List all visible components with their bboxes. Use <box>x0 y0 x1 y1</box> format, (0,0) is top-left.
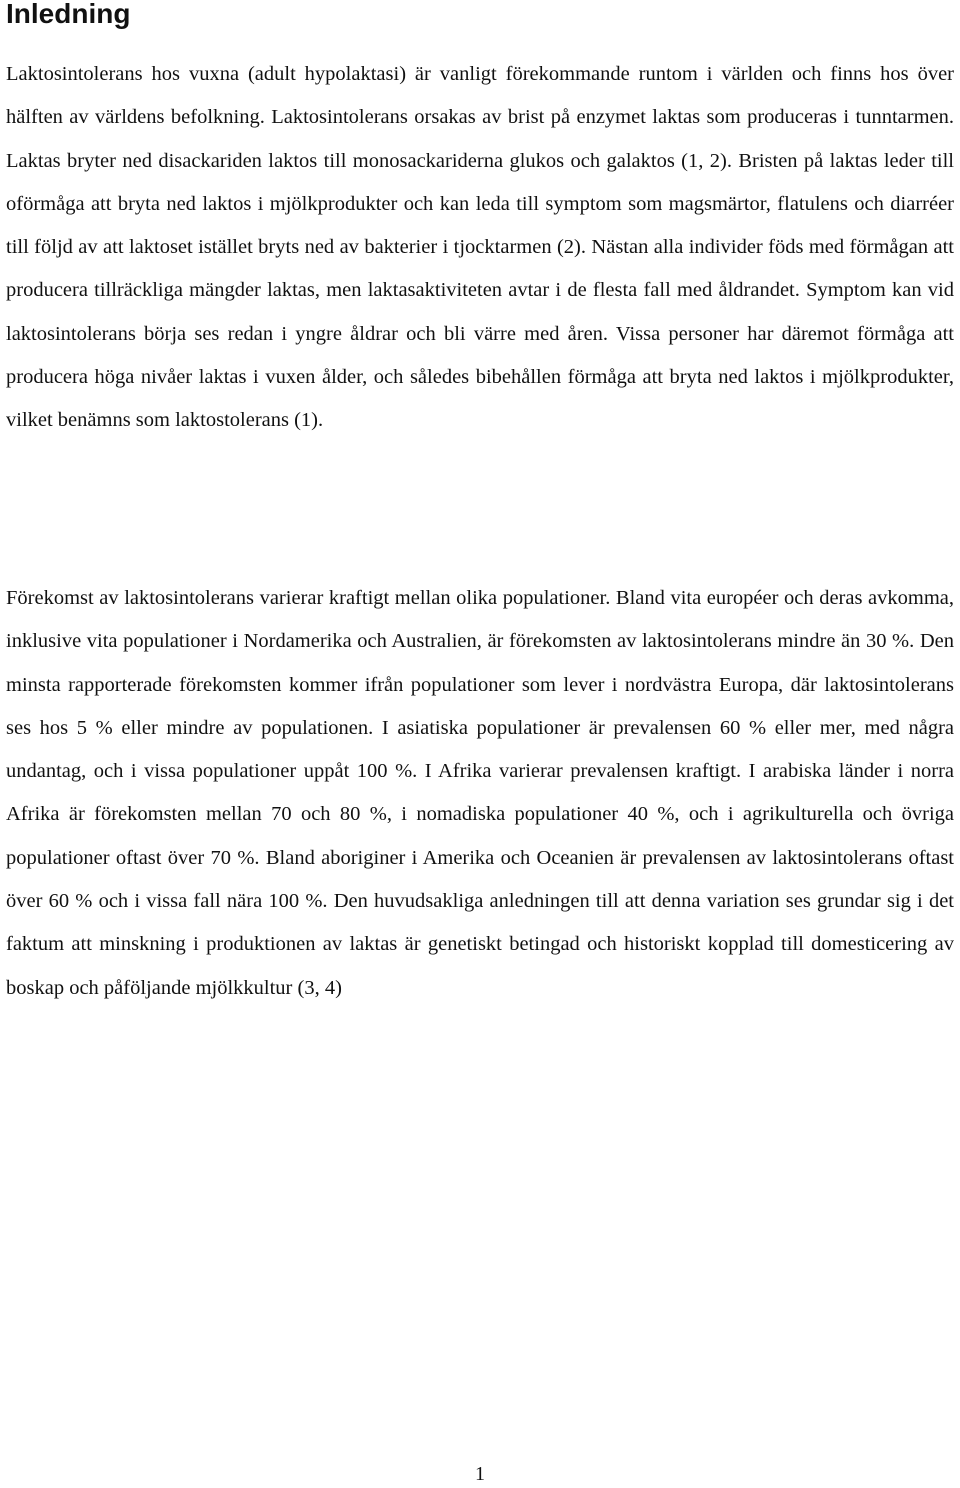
page-number: 1 <box>475 1463 485 1485</box>
paragraph-prevalence-variation: Förekomst av laktosintolerans varierar kraftigt mellan olika populationer. Bland vita européer och deras avkomma, inklusive vita populationer i Nordamerika och Australien, är förekomsten av laktosintolerans mindre än 30 %. Den minsta rapporterade förekomsten kommer ifrån populationer som lever i nordvästra Europa, där laktosintolerans ses hos 5 % eller mindre av populationen. I asiatiska populationer är prevalensen 60 % eller mer, med några undantag, och i vissa populationer uppåt 100 %. I Afrika varierar prevalensen kraftigt. I arabiska länder i norra Afrika är förekomsten mellan 70 och 80 %, i nomadiska populationer 40 %, och i agrikulturella och övriga populationer oftast över 70 %. Bland aboriginer i Amerika och Oceanien är prevalensen av laktosintolerans oftast över 60 % och i vissa fall nära 100 %. Den huvudsakliga anledningen till att denna variation ses grundar sig i det faktum att minskning i produktionen av laktas är genetiskt betingad och historiskt kopplad till domesticering av boskap och påföljande mjölkkultur (3, 4) <box>6 587 954 999</box>
paragraph-lactose-intolerance-definition: Laktosintolerans hos vuxna (adult hypolaktasi) är vanligt förekommande runtom i världen och finns hos över hälften av världens befolkning. Laktosintolerans orsakas av brist på enzymet laktas som produceras i tunntarmen. Laktas bryter ned disackariden laktos till monosackariderna glukos och galaktos (1, 2). Bristen på laktas leder till oförmåga att bryta ned laktos i mjölkprodukter och kan leda till symptom som magsmärtor, flatulens och diarréer till följd av att laktoset istället bryts ned av bakterier i tjocktarmen (2). Nästan alla individer föds med förmågan att producera tillräckliga mängder laktas, men laktasaktiviteten avtar i de flesta fall med åldrandet. Symptom kan vid laktosintolerans börja ses redan i yngre åldrar och bli värre med åren. Vissa personer har däremot förmåga att producera höga nivåer laktas i vuxen ålder, och således bibehållen förmåga att bryta ned laktos i mjölkprodukter, vilket benämns som laktostolerans (1). <box>6 63 954 432</box>
section-heading: Inledning <box>6 0 131 29</box>
